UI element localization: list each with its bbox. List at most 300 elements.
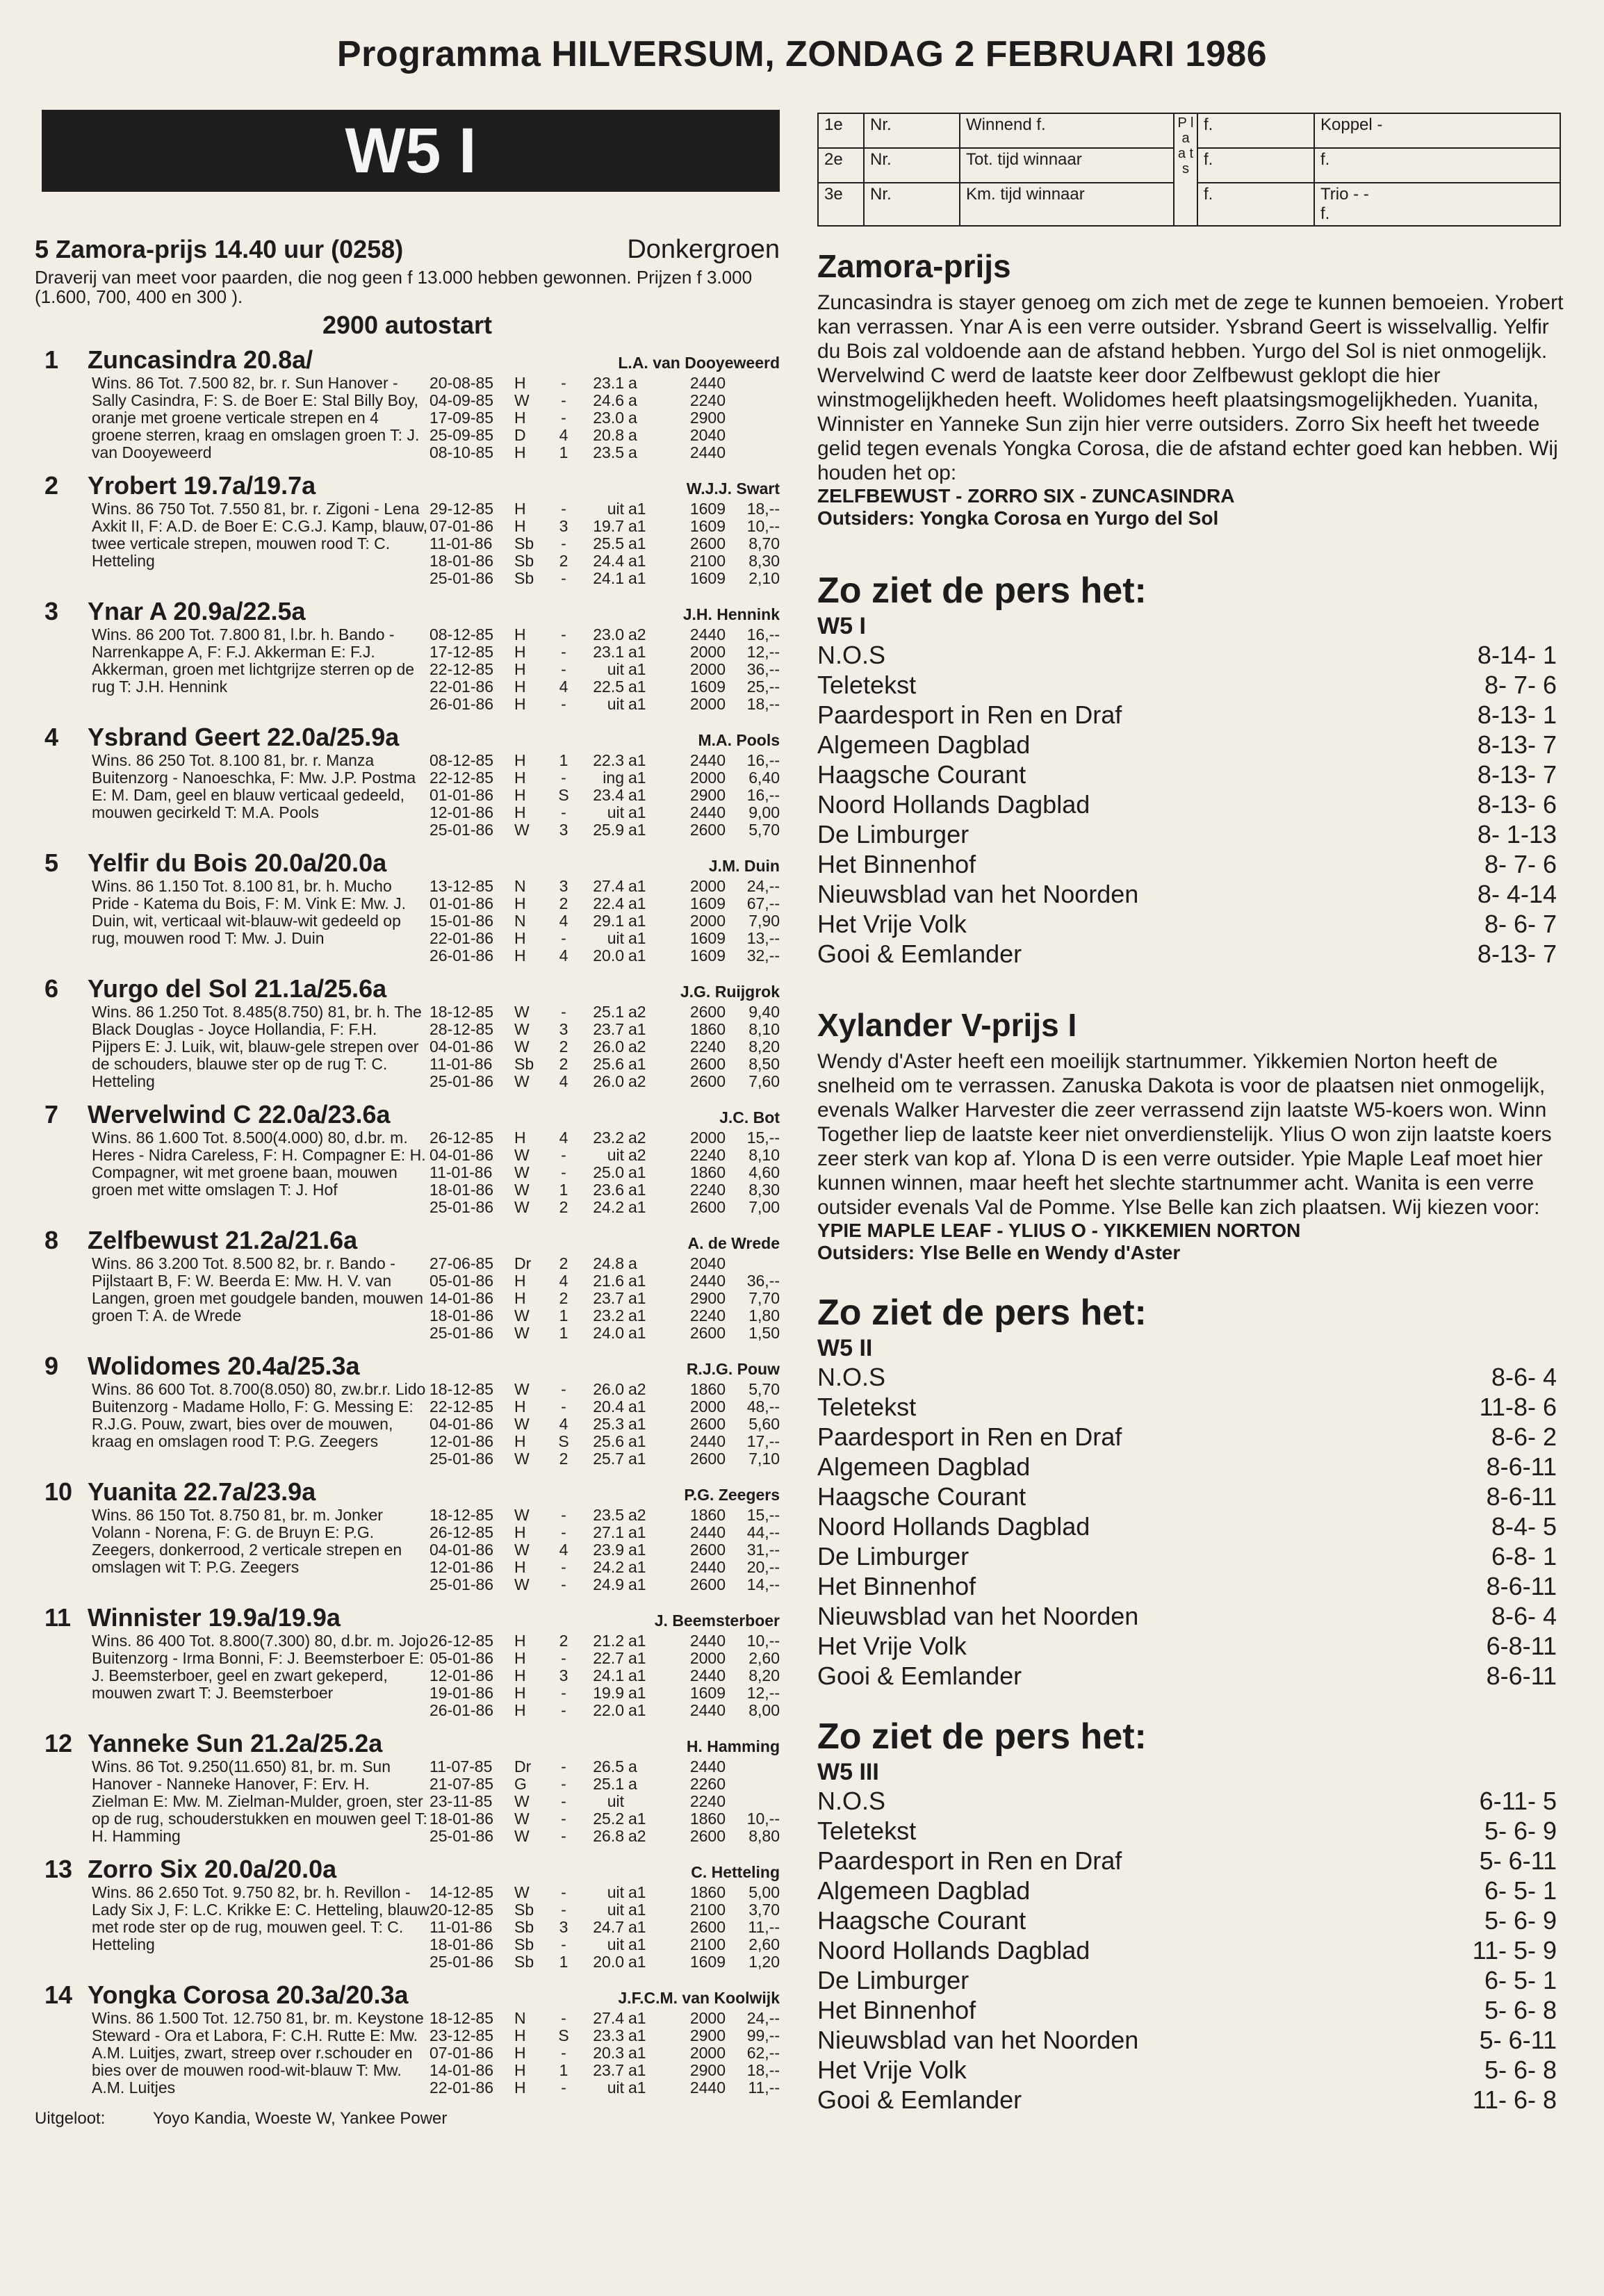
horse-number: 6 <box>44 974 59 1003</box>
result-line <box>429 427 780 444</box>
result-cell: 18-01-86 <box>429 1935 494 1953</box>
result-cell: 25-01-86 <box>429 1450 494 1468</box>
result-line <box>429 930 780 947</box>
result-cell: - <box>561 625 566 643</box>
horse-number: 4 <box>44 723 59 751</box>
result-cell: 2000 <box>689 660 726 678</box>
horse-number: 14 <box>44 1981 73 2009</box>
result-pos: 1e <box>818 113 864 148</box>
result-cell: H <box>514 2026 526 2044</box>
trio-label: Trio - - <box>1320 185 1369 204</box>
result-line <box>429 444 780 461</box>
result-cell: 25.6 <box>593 1055 624 1073</box>
result-pos: 3e <box>818 183 864 226</box>
result-cell: 3,70 <box>748 1901 780 1919</box>
pers-title: Zo ziet de pers het: <box>817 571 1147 611</box>
result-cell: 2000 <box>689 1129 726 1147</box>
result-cell: 2240 <box>689 1038 726 1056</box>
result-cell: S <box>558 1432 569 1450</box>
result-cell: - <box>561 1163 566 1181</box>
pers-subtitle: W5 I <box>817 613 866 639</box>
result-cell: H <box>514 2061 526 2079</box>
result-cell: a1 <box>628 1272 646 1290</box>
result-cell: 2440 <box>689 1757 726 1776</box>
result-cell: 2600 <box>689 534 726 552</box>
result-cell: Sb <box>514 569 534 587</box>
result-cell: uit <box>607 695 624 713</box>
result-line <box>429 1255 780 1272</box>
result-line <box>429 1667 780 1684</box>
result-cell: 9,00 <box>748 803 780 821</box>
result-cell: 08-10-85 <box>429 443 494 461</box>
result-cell: uit <box>607 1901 624 1919</box>
horse-number: 2 <box>44 471 59 500</box>
result-cell: a <box>628 426 637 444</box>
result-cell: a1 <box>628 1701 646 1719</box>
result-cell: 25-01-86 <box>429 1827 494 1845</box>
result-cell: a1 <box>628 1450 646 1468</box>
newspaper-name: Paardesport in Ren en Draf <box>817 1846 1122 1875</box>
result-cell: 22-01-86 <box>429 2078 494 2097</box>
result-cell <box>726 1776 780 1793</box>
result-cell: Sb <box>514 1055 534 1073</box>
race-distance: 2900 autostart <box>322 311 493 339</box>
result-cell: 20.4 <box>593 1397 624 1416</box>
result-cell: 01-01-86 <box>429 894 494 912</box>
result-line <box>429 1776 780 1793</box>
result-line <box>429 570 780 587</box>
result-cell: H <box>514 443 526 461</box>
race-program-column <box>35 110 780 2129</box>
result-line <box>429 1702 780 1719</box>
result-cell: 5,70 <box>748 821 780 839</box>
horse-header <box>35 1226 780 1255</box>
horse-header <box>35 345 780 375</box>
result-line <box>429 2079 780 2097</box>
result-cell: H <box>514 1632 526 1650</box>
result-line <box>429 1129 780 1147</box>
result-cell: a2 <box>628 1038 646 1056</box>
result-cell: 1609 <box>689 946 726 965</box>
horse-entry <box>35 1729 780 1845</box>
zamora-pick: ZELFBEWUST - ZORRO SIX - ZUNCASINDRA <box>817 485 1235 507</box>
result-cell: 3 <box>559 1918 568 1936</box>
result-cell: 24.7 <box>593 1918 624 1936</box>
horse-header <box>35 1100 780 1129</box>
result-cell: - <box>561 929 566 947</box>
result-cell: 23.1 <box>593 643 624 661</box>
result-cell: G <box>514 1775 527 1793</box>
horse-info: Wins. 86 1.500 Tot. 12.750 81, br. m. Keystone Steward - Ora et Labora, F: C.H. Rutte E: Mw. A.M. Luitjes, zwart, streep over r.schouder en bies over de mouwen rood-wit-blauw T: Mw. A.M. Luitjes <box>92 2009 424 2097</box>
result-cell <box>726 392 780 409</box>
result-cell: 2600 <box>689 1450 726 1468</box>
result-cell: 21-07-85 <box>429 1775 494 1793</box>
newspaper-name: Het Vrije Volk <box>817 910 967 938</box>
result-cell: 22.0 <box>593 1701 624 1719</box>
result-cell: Dr <box>514 1254 532 1272</box>
result-cell: a <box>628 1757 637 1776</box>
result-cell: 27.4 <box>593 877 624 895</box>
pers-row <box>817 939 1560 969</box>
result-line <box>429 787 780 804</box>
result-cell: 23.1 <box>593 374 624 392</box>
result-cell: 2240 <box>689 1306 726 1325</box>
result-cell: 21.6 <box>593 1272 624 1290</box>
horse-body <box>92 1129 780 1216</box>
horse-body <box>92 878 780 965</box>
result-line <box>429 409 780 427</box>
result-cell: 25-01-86 <box>429 1953 494 1971</box>
result-cell: D <box>514 426 526 444</box>
plaats-vertical: P l a a t s <box>1174 113 1197 226</box>
result-cell: 04-01-86 <box>429 1038 494 1056</box>
result-cell: 99,-- <box>746 2026 780 2044</box>
result-cell: - <box>561 1146 566 1164</box>
result-cell: a1 <box>628 2009 646 2027</box>
result-cell: - <box>561 1506 566 1524</box>
result-line <box>429 696 780 713</box>
result-line <box>429 1056 780 1073</box>
newspaper-name: Gooi & Eemlander <box>817 1662 1022 1690</box>
result-line <box>429 552 780 570</box>
newspaper-pick: 8-6-11 <box>1486 1662 1557 1690</box>
uitgeloot-value: Yoyo Kandia, Woeste W, Yankee Power <box>153 2109 448 2128</box>
result-cell: 5,70 <box>748 1380 780 1398</box>
result-cell: 26.8 <box>593 1827 624 1845</box>
result-cell: 2440 <box>689 374 726 392</box>
result-cell: 2000 <box>689 2044 726 2062</box>
result-cell: a1 <box>628 1541 646 1559</box>
result-cell: 08-12-85 <box>429 751 494 769</box>
result-label: Winnend f. <box>960 113 1174 148</box>
result-cell: W <box>514 1883 530 1901</box>
horse-info: Wins. 86 1.250 Tot. 8.485(8.750) 81, br. h. The Black Douglas - Joyce Hollandia, F: F.H. Pijpers E: J. Luik, wit, blauw-gele strepen over de schouders, blauwe ster op de rug T: C. Hetteling <box>92 1003 422 1090</box>
result-cell: 5,60 <box>748 1415 780 1433</box>
result-cell: 2600 <box>689 1055 726 1073</box>
result-cell: 2100 <box>689 1901 726 1919</box>
newspaper-name: Algemeen Dagblad <box>817 1452 1031 1481</box>
pers-row <box>817 879 1560 909</box>
horse-body <box>92 1507 780 1593</box>
result-cell: a <box>628 443 637 461</box>
result-cell: - <box>561 391 566 409</box>
result-cell: S <box>558 2026 569 2044</box>
result-cell: a1 <box>628 678 646 696</box>
result-cell: 7,10 <box>748 1450 780 1468</box>
result-cell: a1 <box>628 1055 646 1073</box>
result-cell: 2040 <box>689 426 726 444</box>
result-cell: 2260 <box>689 1775 726 1793</box>
result-cell: W <box>514 1506 530 1524</box>
result-cell: 29-12-85 <box>429 500 494 518</box>
result-line <box>429 1164 780 1181</box>
result-line <box>429 1325 780 1342</box>
result-cell: 10,-- <box>746 1810 780 1828</box>
result-cell <box>624 1793 663 1810</box>
uitgeloot-line <box>35 2109 780 2129</box>
horse-trainer: L.A. van Dooyeweerd <box>618 354 780 372</box>
result-cell: 7,00 <box>748 1198 780 1216</box>
result-cell: - <box>561 1827 566 1845</box>
result-cell: 4 <box>559 1072 568 1090</box>
result-cell: 11-01-86 <box>429 1055 493 1073</box>
result-line <box>429 1541 780 1559</box>
newspaper-pick: 8-13- 7 <box>1477 760 1557 789</box>
result-cell: a2 <box>628 1003 646 1021</box>
pers-row <box>817 2085 1560 2115</box>
result-cell: 25-09-85 <box>429 426 494 444</box>
horse-number: 13 <box>44 1855 73 1883</box>
newspaper-name: Haagsche Courant <box>817 760 1026 789</box>
result-cell: 24.1 <box>593 569 624 587</box>
result-cell: a2 <box>628 1146 646 1164</box>
result-cell: 11-01-86 <box>429 1163 493 1181</box>
horse-results <box>429 2010 780 2097</box>
result-cell: a1 <box>628 2044 646 2062</box>
horse-entry <box>35 1477 780 1593</box>
horse-name: Yrobert 19.7a/19.7a <box>88 471 316 500</box>
result-cell: 12-01-86 <box>429 1432 494 1450</box>
pers-section-2 <box>817 1292 1566 1691</box>
result-line <box>429 1524 780 1541</box>
result-cell: 16,-- <box>746 786 780 804</box>
result-cell: 2600 <box>689 821 726 839</box>
newspaper-pick: 5- 6-11 <box>1479 1846 1557 1875</box>
newspaper-name: Het Binnenhof <box>817 1996 976 2024</box>
result-cell: Sb <box>514 1935 534 1953</box>
result-line <box>429 1147 780 1164</box>
newspaper-name: Paardesport in Ren en Draf <box>817 1422 1122 1451</box>
result-line <box>429 661 780 678</box>
result-cell: W <box>514 1163 530 1181</box>
horse-results <box>429 752 780 839</box>
result-cell: a1 <box>628 695 646 713</box>
result-cell: 13-12-85 <box>429 877 494 895</box>
horse-entry <box>35 1603 780 1719</box>
result-cell: 2000 <box>689 912 726 930</box>
pers-row <box>817 2025 1560 2055</box>
result-cell: a <box>628 1775 637 1793</box>
result-cell: 28-12-85 <box>429 1020 494 1038</box>
result-cell <box>726 427 780 444</box>
result-cell: H <box>514 1666 526 1684</box>
pers-list <box>817 1362 1560 1691</box>
result-cell: 13,-- <box>746 929 780 947</box>
newspaper-name: De Limburger <box>817 820 969 848</box>
result-cell: 4 <box>559 946 568 965</box>
result-cell: - <box>561 1883 566 1901</box>
result-cell: 2600 <box>689 1575 726 1593</box>
result-cell: 15-01-86 <box>429 912 494 930</box>
result-cell: 36,-- <box>746 1272 780 1290</box>
result-cell <box>726 409 780 427</box>
result-cell: 2 <box>559 1632 568 1650</box>
zamora-section <box>817 247 1566 530</box>
w5-banner: W5 I <box>42 110 780 192</box>
result-cell: uit <box>607 1146 624 1164</box>
result-cell: 19-01-86 <box>429 1684 494 1702</box>
horse-entry <box>35 974 780 1090</box>
horse-header <box>35 1603 780 1632</box>
result-cell: 26.5 <box>593 1757 624 1776</box>
result-cell: 8,00 <box>748 1701 780 1719</box>
horse-info: Wins. 86 3.200 Tot. 8.500 82, br. r. Bando - Pijlstaart B, F: W. Beerda E: Mw. H. V. van Langen, groen met goudgele banden, mouwen groen T: A. de Wrede <box>92 1254 423 1325</box>
newspaper-pick: 8-13- 7 <box>1477 730 1557 759</box>
result-line <box>429 878 780 895</box>
result-cell: 7,60 <box>748 1072 780 1090</box>
result-cell: 23.6 <box>593 1181 624 1199</box>
result-cell: 8,20 <box>748 1038 780 1056</box>
horse-body <box>92 1255 780 1342</box>
result-cell: - <box>561 803 566 821</box>
result-cell: 1,80 <box>748 1306 780 1325</box>
result-cell: a1 <box>628 534 646 552</box>
result-cell: a1 <box>628 1415 646 1433</box>
result-cell <box>726 1758 780 1776</box>
horse-number: 9 <box>44 1352 59 1380</box>
newspaper-pick: 8-13- 7 <box>1477 940 1557 968</box>
result-cell: a1 <box>628 1684 646 1702</box>
result-cell: a1 <box>628 751 646 769</box>
result-cell: H <box>514 2078 526 2097</box>
result-line <box>429 821 780 839</box>
result-cell: 22.4 <box>593 894 624 912</box>
horse-results <box>429 1129 780 1216</box>
result-cell: 2,60 <box>748 1649 780 1667</box>
result-cell: W <box>514 1324 530 1342</box>
newspaper-name: Het Vrije Volk <box>817 2056 967 2084</box>
result-cell: W <box>514 1181 530 1199</box>
result-cell: - <box>561 2078 566 2097</box>
result-cell: 1 <box>559 1306 568 1325</box>
result-cell: 2600 <box>689 1827 726 1845</box>
result-cell: H <box>514 1701 526 1719</box>
result-cell: a1 <box>628 552 646 570</box>
result-cell: 22-01-86 <box>429 678 494 696</box>
result-cell: 2240 <box>689 1146 726 1164</box>
result-cell: 17-12-85 <box>429 643 494 661</box>
result-cell: 2040 <box>689 1254 726 1272</box>
pers-title: Zo ziet de pers het: <box>817 1716 1147 1757</box>
horse-name: Zelfbewust 21.2a/21.6a <box>88 1226 358 1254</box>
result-cell: a1 <box>628 660 646 678</box>
result-cell: 23.7 <box>593 1020 624 1038</box>
horse-trainer: J.C. Bot <box>719 1108 780 1126</box>
result-line <box>429 1381 780 1398</box>
horse-trainer: J.G. Ruijgrok <box>680 983 780 1001</box>
result-line <box>429 1398 780 1416</box>
result-cell: 1860 <box>689 1883 726 1901</box>
result-cell: 2600 <box>689 1415 726 1433</box>
horse-header <box>35 1981 780 2010</box>
result-cell: 11,-- <box>748 2078 780 2097</box>
result-cell: H <box>514 1397 526 1416</box>
result-cell: 48,-- <box>746 1397 780 1416</box>
result-label: Tot. tijd winnaar <box>960 148 1174 183</box>
result-cell: a1 <box>628 517 646 535</box>
result-cell: H <box>514 409 526 427</box>
result-cell: a1 <box>628 1558 646 1576</box>
result-cell: - <box>561 569 566 587</box>
result-cell: 2440 <box>689 1523 726 1541</box>
result-cell: uit <box>607 660 624 678</box>
newspaper-name: Nieuwsblad van het Noorden <box>817 1602 1139 1630</box>
result-cell: 12-01-86 <box>429 1666 494 1684</box>
result-cell: 8,20 <box>748 1666 780 1684</box>
result-cell: 24.2 <box>593 1558 624 1576</box>
result-cell: uit <box>607 2078 624 2097</box>
result-cell: 2 <box>559 1254 568 1272</box>
result-cell: a1 <box>628 1953 646 1971</box>
result-cell: 25.2 <box>593 1810 624 1828</box>
newspaper-name: Teletekst <box>817 671 917 699</box>
horse-number: 8 <box>44 1226 59 1254</box>
result-cell: 62,-- <box>746 2044 780 2062</box>
result-cell: a1 <box>628 877 646 895</box>
result-cell: a <box>628 374 637 392</box>
result-line <box>429 2062 780 2079</box>
horse-name: Ysbrand Geert 22.0a/25.9a <box>88 723 400 751</box>
result-cell: W <box>514 821 530 839</box>
result-line <box>429 1576 780 1593</box>
result-cell: 12-01-86 <box>429 803 494 821</box>
pers-row <box>817 1601 1560 1631</box>
race-header <box>35 235 780 265</box>
newspaper-pick: 11- 5- 9 <box>1472 1936 1557 1965</box>
pers-title: Zo ziet de pers het: <box>817 1293 1147 1333</box>
result-cell: 2440 <box>689 1701 726 1719</box>
result-cell: - <box>561 1810 566 1828</box>
horse-trainer: J.F.C.M. van Koolwijk <box>618 1989 780 2007</box>
result-cell: 3 <box>559 1666 568 1684</box>
result-cell: 1 <box>559 1181 568 1199</box>
result-cell: 25-01-86 <box>429 1072 494 1090</box>
result-cell: H <box>514 517 526 535</box>
result-cell: 67,-- <box>746 894 780 912</box>
result-cell: - <box>561 660 566 678</box>
horse-header <box>35 1352 780 1381</box>
result-cell: - <box>561 374 566 392</box>
newspaper-pick: 8-6- 4 <box>1491 1602 1557 1630</box>
result-cell: 23.7 <box>593 1289 624 1307</box>
horse-body <box>92 2010 780 2097</box>
result-cell: a1 <box>628 2078 646 2097</box>
result-cell: - <box>561 2044 566 2062</box>
result-line <box>429 1884 780 1901</box>
result-cell: N <box>514 912 526 930</box>
result-line <box>429 1684 780 1702</box>
result-cell: 12,-- <box>746 643 780 661</box>
newspaper-name: Het Binnenhof <box>817 850 976 878</box>
result-cell: 01-01-86 <box>429 786 494 804</box>
result-cell: 8,10 <box>748 1146 780 1164</box>
result-cell: uit <box>607 1883 624 1901</box>
horse-results <box>429 878 780 965</box>
result-cell: 23.3 <box>593 2026 624 2044</box>
newspaper-name: N.O.S <box>817 1363 886 1391</box>
newspaper-name: Teletekst <box>817 1817 917 1845</box>
result-cell: a1 <box>628 1432 646 1450</box>
newspaper-pick: 8-6- 2 <box>1491 1422 1557 1451</box>
result-cell: 1609 <box>689 500 726 518</box>
result-cell: 15,-- <box>746 1129 780 1147</box>
horse-number: 5 <box>44 848 59 877</box>
pers-row <box>817 1631 1560 1661</box>
horse-entry <box>35 723 780 839</box>
result-cell: 25-01-86 <box>429 821 494 839</box>
result-cell: 26.0 <box>593 1072 624 1090</box>
result-cell: 4 <box>559 912 568 930</box>
